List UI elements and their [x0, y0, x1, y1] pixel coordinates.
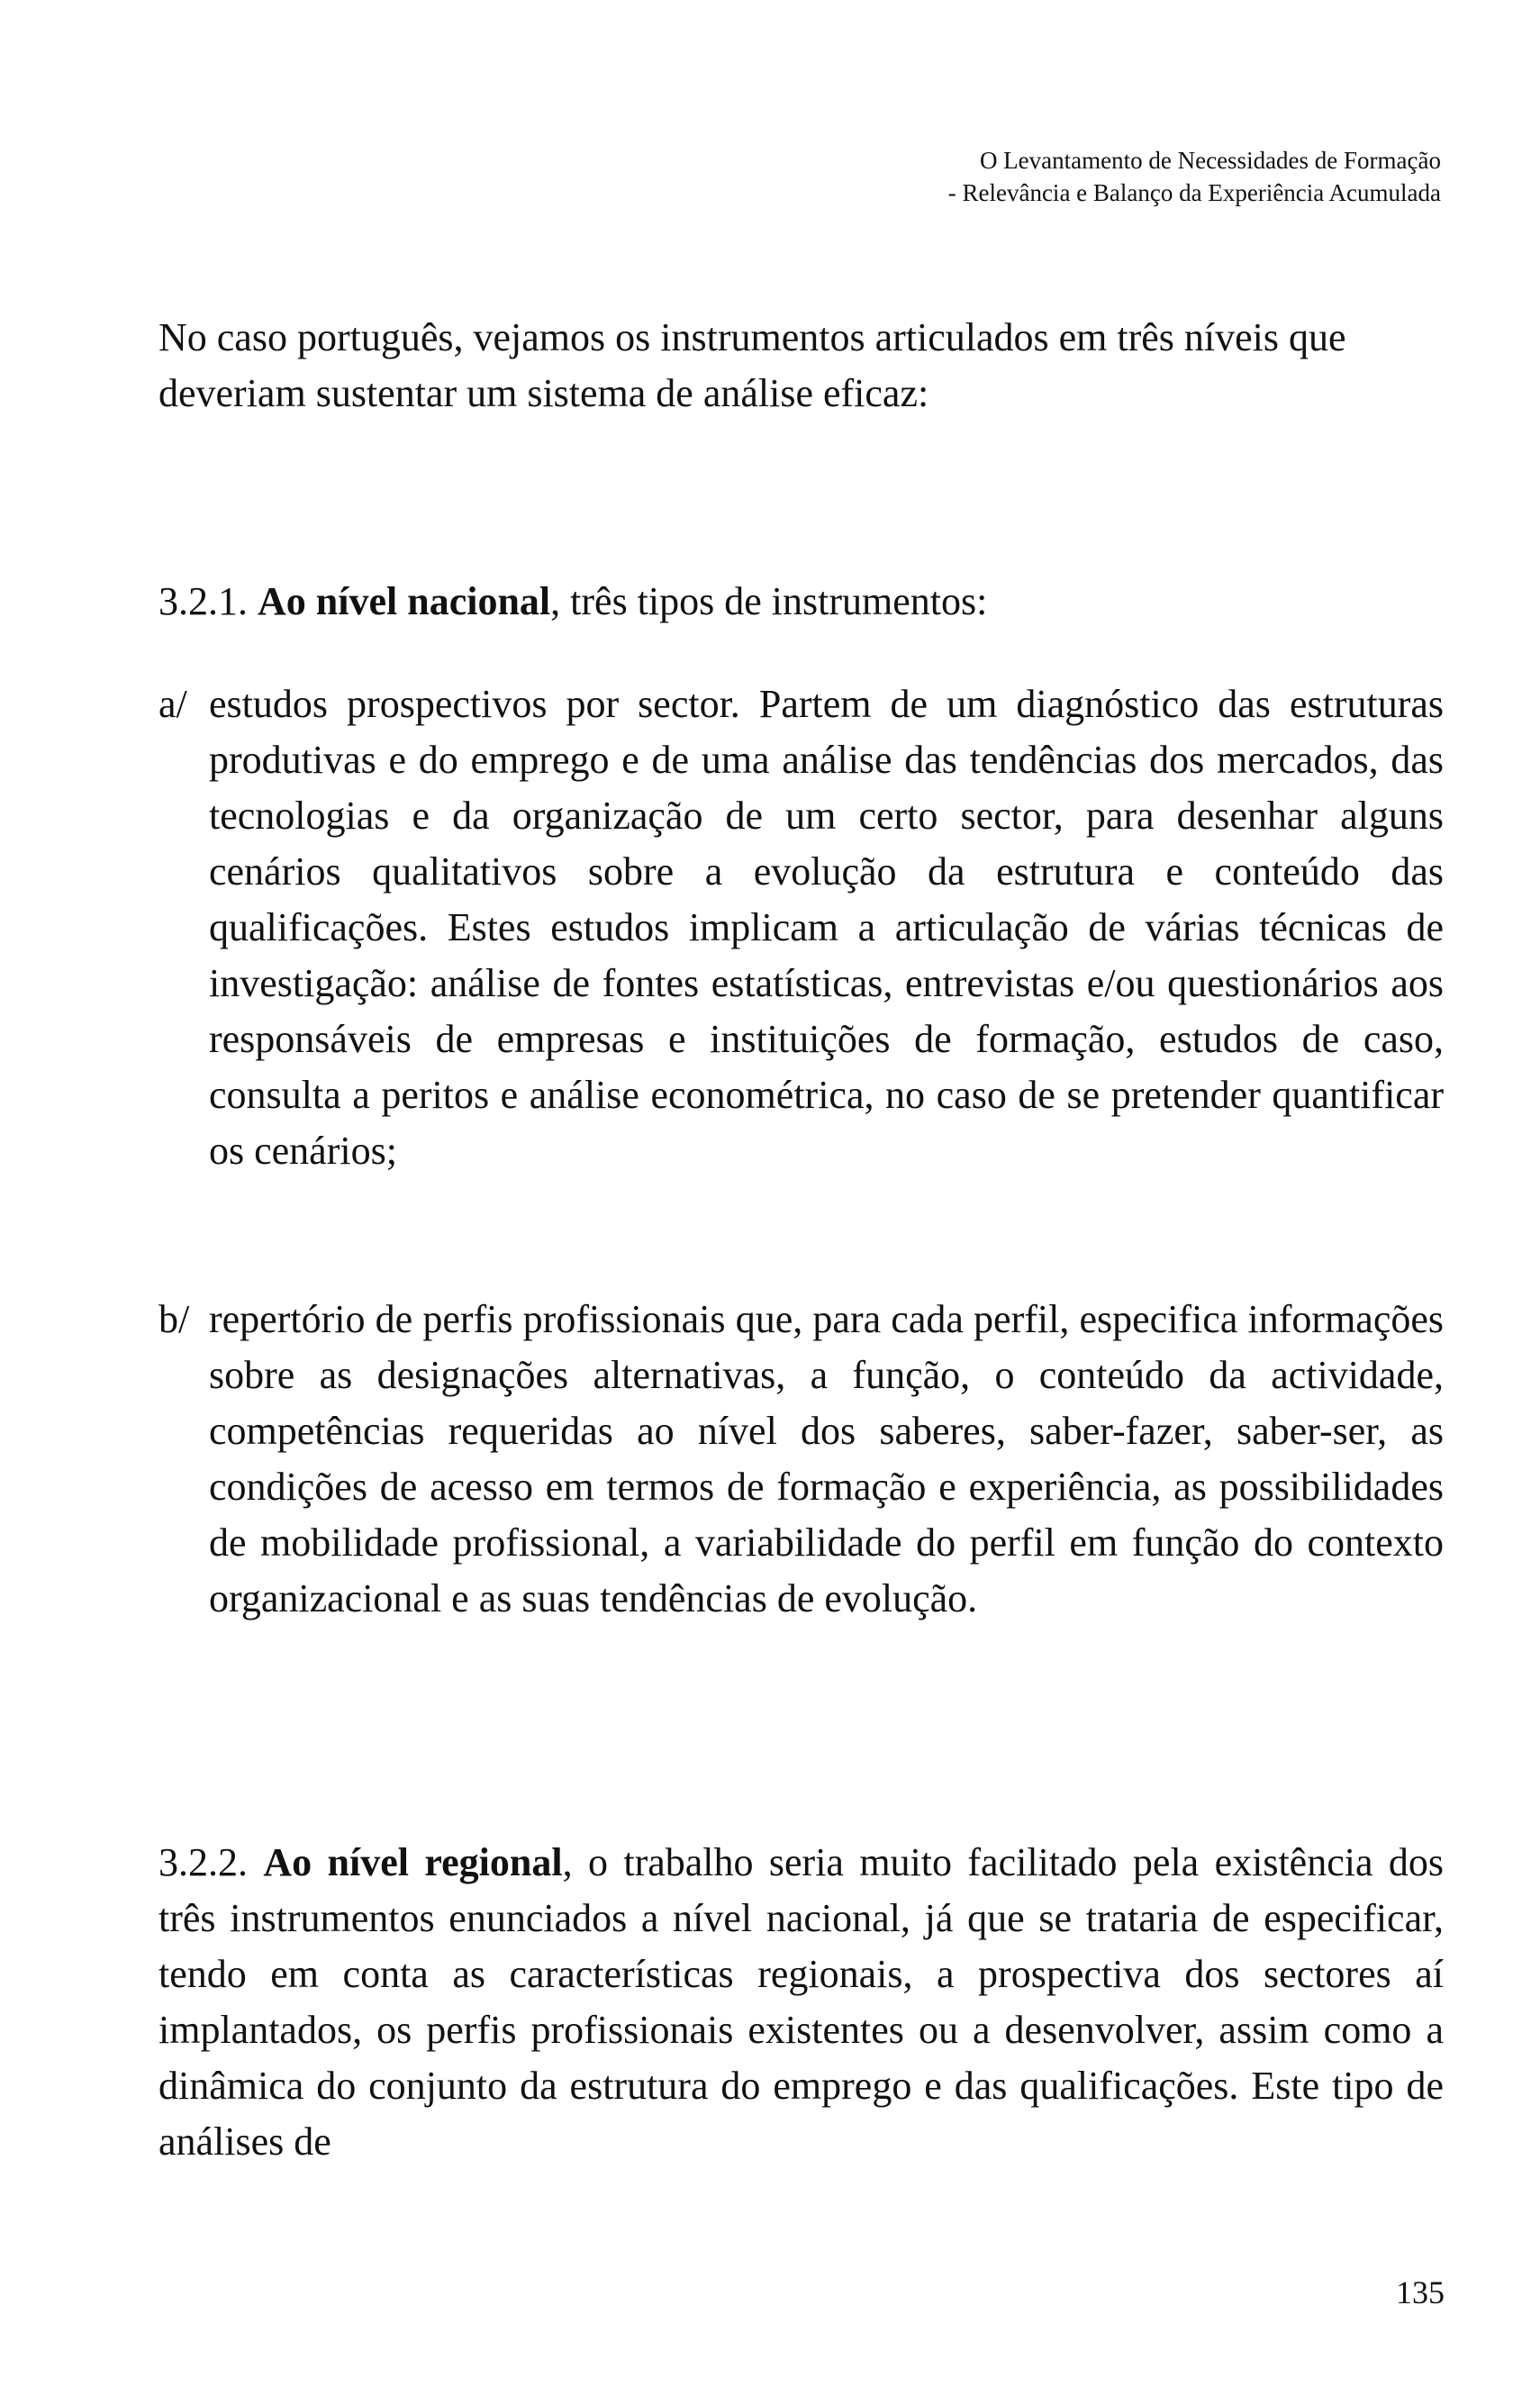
section-heading-rest: , três tipos de instrumentos:	[550, 579, 988, 623]
list-item-text: estudos prospectivos por sector. Partem de um diagnóstico das estruturas produtivas e do emprego e de uma análise das tendências dos mercados, das tecnologias e da organização de um certo sector, para desenhar alguns cenários qualitativos sobre a evolução da estrutura e conteúdo das qualificações. Estes estudos implicam a articulação de várias técnicas de investigação: análise de fontes estatísticas, entrevistas e/ou questionários aos responsáveis de empresas e instituições de formação, estudos de caso, consulta a peritos e análise econométrica, no caso de se pretender quantificar os cenários;	[209, 682, 1444, 1173]
page-number: 135	[1396, 2274, 1445, 2310]
list-item-b	[159, 1292, 1444, 1627]
list-item-marker: b/	[159, 1297, 190, 1341]
running-header	[948, 144, 1441, 209]
running-header-subtitle: - Relevância e Balanço da Experiência Acumulada	[947, 179, 1441, 206]
list-item-marker: a/	[159, 682, 187, 726]
intro-paragraph: No caso português, vejamos os instrumentos articulados em três níveis que deveriam sustentar um sistema de análise eficaz:	[159, 315, 1346, 415]
running-header-title: O Levantamento de Necessidades de Formação	[979, 147, 1441, 174]
section-number: 3.2.2.	[159, 1840, 248, 1884]
section-number: 3.2.1.	[159, 579, 248, 623]
section-3-2-2-paragraph	[159, 1835, 1444, 2170]
section-bold-lead: Ao nível nacional	[258, 579, 551, 623]
section-bold-lead: Ao nível regional	[263, 1840, 563, 1884]
list-item-text: repertório de perfis profissionais que, para cada perfil, especifica informações sobre as designações alternativas, a função, o conteúdo da actividade, competências requeridas ao nível dos saberes, saber-fazer, saber-ser, as condições de acesso em termos de formação e experiência, as possibilidades de mobilidade profissional, a variabilidade do perfil em função do contexto organizacional e as suas tendências de evolução.	[209, 1297, 1444, 1620]
section-paragraph-rest: , o trabalho seria muito facilitado pela existência dos três instrumentos enunciados a nível nacional, já que se trataria de especificar, tendo em conta as características regionais, a prospectiva dos sectores aí implantados, os perfis profissionais existentes ou a desenvolver, assim como a dinâmica do conjunto da estrutura do emprego e das qualificações. Este tipo de análises de	[159, 1840, 1444, 2164]
section-3-2-1-heading	[159, 574, 1444, 630]
list-item-a	[159, 676, 1444, 1179]
